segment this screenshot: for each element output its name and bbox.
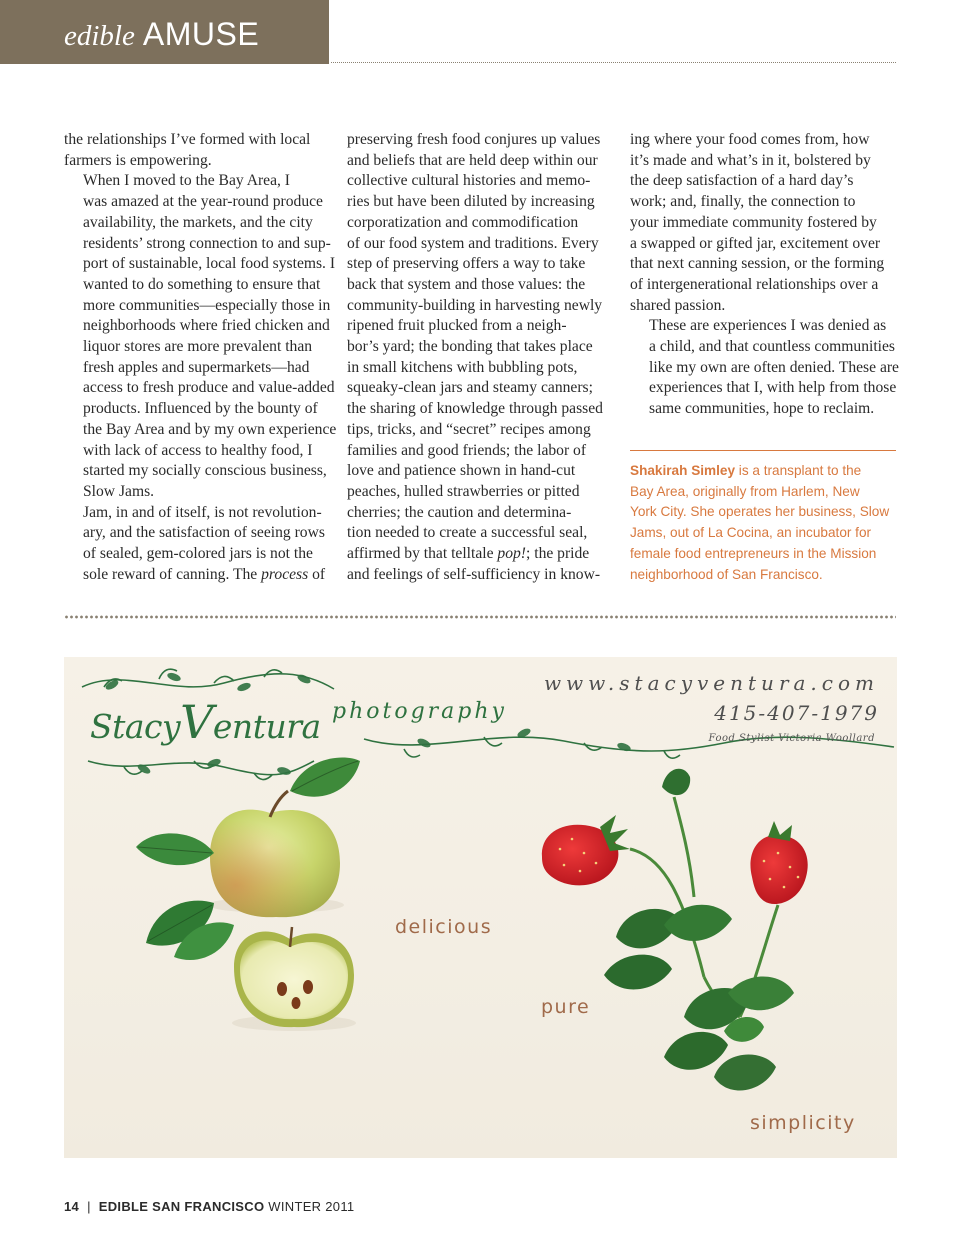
text-line: farmers is empowering. xyxy=(64,151,212,169)
text-line: the deep satisfaction of a hard day’s xyxy=(630,172,854,190)
strawberry-leaves xyxy=(604,769,794,1091)
text-line: same communities, hope to reclaim. xyxy=(649,400,875,418)
text-line: a child, and that countless communities xyxy=(649,338,895,356)
text-line: shared passion. xyxy=(630,296,726,314)
text-line: families and good friends; the labor of xyxy=(347,441,587,459)
text-line: with lack of access to healthy food, I xyxy=(83,441,313,459)
text-line: your immediate community fostered by xyxy=(630,213,877,231)
strawberry-left xyxy=(542,815,630,885)
text-line: Jam, in and of itself, is not revolution- xyxy=(83,503,322,521)
text-line: ries but have been diluted by increasing xyxy=(347,193,595,211)
bio-line: Jams, out of La Cocina, an incubator for xyxy=(630,525,872,541)
text-line: of our food system and traditions. Every xyxy=(347,234,599,252)
apple-half xyxy=(232,927,356,1031)
text-line: sole reward of canning. The process of xyxy=(83,565,326,583)
ad-word-delicious: delicious xyxy=(395,916,493,938)
paragraph xyxy=(630,130,896,316)
bio-first-line-rest: is a transplant to the xyxy=(735,463,862,478)
text-line: neighborhoods where fried chicken and xyxy=(83,317,330,335)
bio-first-line xyxy=(630,461,896,482)
bio-line: York City. She operates her business, Slow xyxy=(630,504,890,520)
text-line: preserving fresh food conjures up values xyxy=(347,131,601,148)
text-line: it’s made and what’s in it, bolstered by xyxy=(630,151,871,169)
text-line: Slow Jams. xyxy=(83,482,155,500)
article-column-3 xyxy=(630,130,899,420)
text-line: back that system and those values: the xyxy=(347,275,586,293)
page-number: 14 xyxy=(64,1199,80,1214)
issue-name: WINTER 2011 xyxy=(268,1199,355,1214)
text-line: that next canning session, or the forming xyxy=(630,255,885,273)
logo-name-rest: entura xyxy=(212,707,321,746)
text-line: the sharing of knowledge through passed xyxy=(347,400,603,418)
text-line: access to fresh produce and value-added xyxy=(83,379,335,397)
text-line: experiences that I, with help from those xyxy=(649,379,897,397)
text-line: collective cultural histories and memo- xyxy=(347,172,591,190)
text-line: affirmed by that telltale pop!; the pride xyxy=(347,545,590,563)
text-line: was amazed at the year-round produce xyxy=(83,193,323,211)
bio-line: Bay Area, originally from Harlem, New xyxy=(630,483,860,499)
logo-v-mark: V xyxy=(180,695,213,749)
text-line: liquor stores are more prevalent than xyxy=(83,338,313,356)
bio-rule xyxy=(630,450,896,451)
section-dotted-divider xyxy=(64,614,896,620)
text-line: ripened fruit plucked from a neigh- xyxy=(347,317,567,335)
text-line: community-building in harvesting newly xyxy=(347,296,603,314)
paragraph xyxy=(630,316,899,420)
text-line: started my socially conscious business, xyxy=(83,462,327,480)
text-line: and beliefs that are held deep within our xyxy=(347,151,598,169)
text-line: fresh apples and supermarkets—had xyxy=(83,358,310,376)
logo-name-first: Stacy xyxy=(90,707,181,746)
brand-name: edible xyxy=(64,20,135,52)
ad-phone: 415-407-1979 xyxy=(714,701,879,725)
article-column-1 xyxy=(64,130,337,585)
text-line: work; and, finally, the connection to xyxy=(630,193,856,211)
ad-word-pure: pure xyxy=(541,996,591,1018)
text-line: the relationships I’ve formed with local xyxy=(64,131,311,148)
logo-subtitle: photography xyxy=(332,699,507,724)
paragraph xyxy=(64,130,330,171)
text-line: tion needed to create a successful seal, xyxy=(347,524,588,542)
header-dotted-rule xyxy=(331,62,896,63)
strawberry-right xyxy=(750,821,807,904)
text-line: and feelings of self-sufficiency in know- xyxy=(347,565,601,583)
masthead-title xyxy=(64,14,259,56)
text-line: more communities—especially those in xyxy=(83,296,331,314)
text-line: bor’s yard; the bonding that takes place xyxy=(347,338,593,356)
text-line: peaches, hulled strawberries or pitted xyxy=(347,482,580,500)
text-line: These are experiences I was denied as xyxy=(649,317,887,335)
ad-word-simplicity: simplicity xyxy=(750,1112,856,1134)
text-line: ing where your food comes from, how xyxy=(630,131,870,148)
ad-credit: Food Stylist Victoria Woollard xyxy=(708,733,875,744)
publication-name: EDIBLE SAN FRANCISCO xyxy=(98,1199,265,1214)
text-line: port of sustainable, local food systems. I xyxy=(83,255,336,273)
author-name: Shakirah Simley xyxy=(630,463,736,478)
text-line: wanted to do something to ensure that xyxy=(83,275,321,293)
ad-website: www.stacyventura.com xyxy=(543,671,879,695)
section-name: AMUSE xyxy=(142,16,260,52)
author-bio xyxy=(630,461,896,585)
text-line: corporatization and commodification xyxy=(347,213,579,231)
section-masthead xyxy=(0,0,329,64)
footer-separator: | xyxy=(87,1199,91,1214)
stacy-ventura-advertisement xyxy=(64,657,897,1158)
text-line: When I moved to the Bay Area, I xyxy=(83,172,290,190)
bio-line: female food entrepreneurs in the Mission xyxy=(630,545,877,561)
text-line: of intergenerational relationships over a xyxy=(630,275,879,293)
ad-logo xyxy=(90,695,321,749)
paragraph xyxy=(64,503,330,586)
text-line: of sealed, gem-colored jars is not the xyxy=(83,545,313,563)
bio-lines xyxy=(630,482,896,586)
text-line: love and patience shown in hand-cut xyxy=(347,462,576,480)
bio-line: neighborhood of San Francisco. xyxy=(630,566,823,582)
text-line: products. Influenced by the bounty of xyxy=(83,400,318,418)
text-line: cherries; the caution and determina- xyxy=(347,503,572,521)
page-footer xyxy=(64,1199,354,1214)
text-line: in small kitchens with bubbling pots, xyxy=(347,358,578,376)
text-line: the Bay Area and by my own experience xyxy=(83,420,337,438)
article-column-2 xyxy=(347,130,613,585)
paragraph xyxy=(347,130,613,585)
text-line: like my own are often denied. These are xyxy=(649,358,899,376)
text-line: tips, tricks, and “secret” recipes among xyxy=(347,420,591,438)
whole-apple xyxy=(208,757,360,917)
text-line: step of preserving offers a way to take xyxy=(347,255,586,273)
text-line: ary, and the satisfaction of seeing rows xyxy=(83,524,325,542)
text-line: availability, the markets, and the city xyxy=(83,213,313,231)
text-line: squeaky-clean jars and steamy canners; xyxy=(347,379,593,397)
paragraph xyxy=(64,171,337,502)
text-line: residents’ strong connection to and sup- xyxy=(83,234,331,252)
text-line: a swapped or gifted jar, excitement over xyxy=(630,234,881,252)
